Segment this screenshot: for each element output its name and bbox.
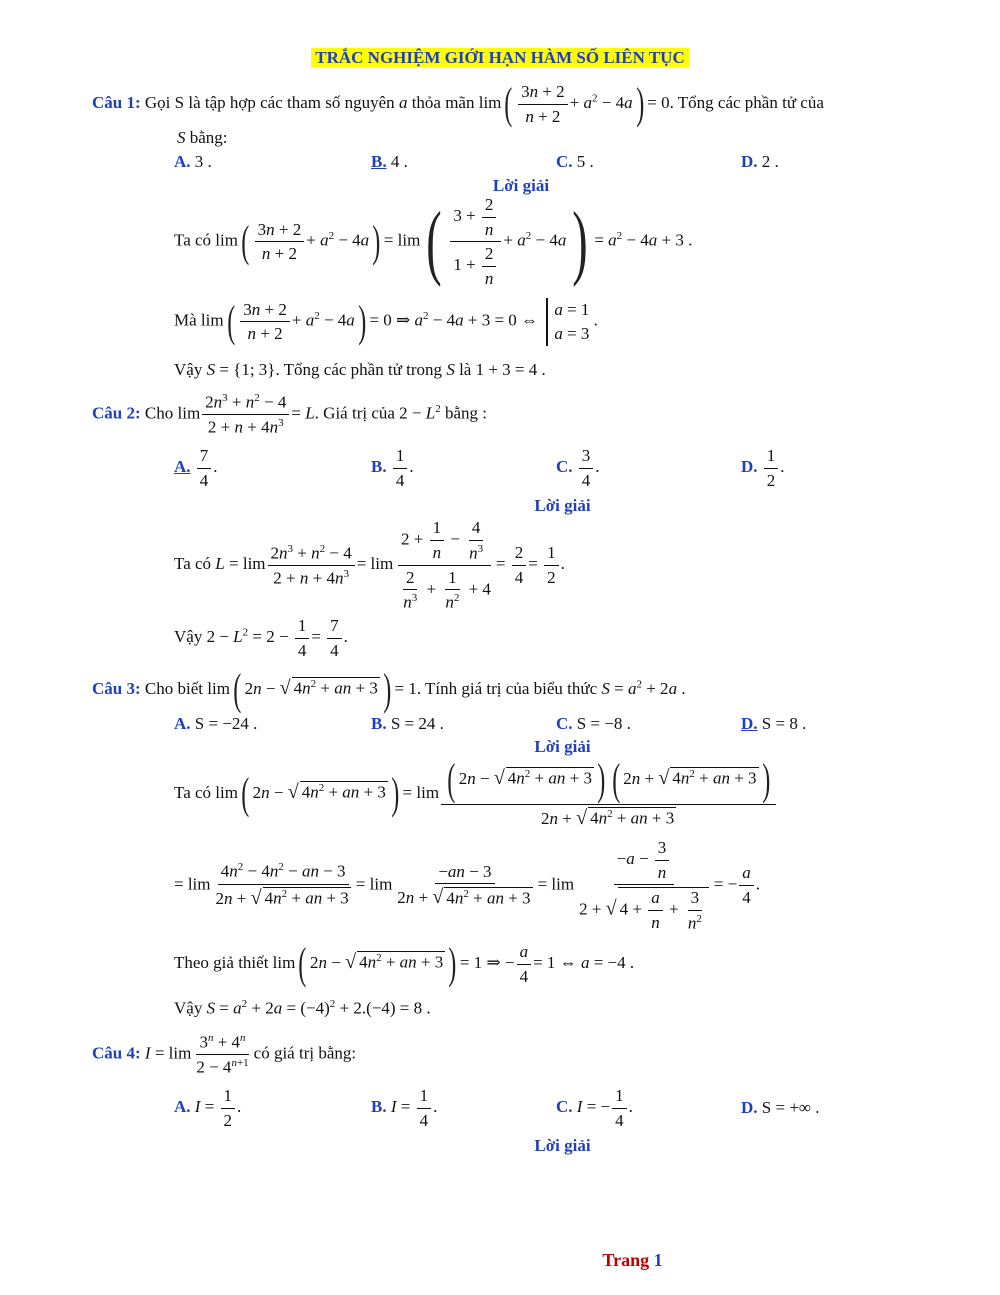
q4-option-c[interactable]: C. I = − $\frac{1}{4}$ . <box>556 1086 633 1130</box>
q3-solution-line-4: Vậy $S = a^2 + 2a = (-4)^2 + 2.(-4) = 8$ . <box>174 998 431 1018</box>
page-footer: Trang 1 <box>602 1250 663 1270</box>
q4-option-a[interactable]: A. I = $\frac{1}{2}$ . <box>174 1086 242 1130</box>
question-2: Câu 2: Cho lim $\frac{2n^3 + n^2 - 4}{2 + n + 4n^3}$ = L. Giá trị của $2 - L^2$ bằng : <box>92 392 488 437</box>
q3-solution-line-1: Ta có lim( 2n − √ $4n^2$ + an + 3 ) = lim $\frac{( 2n - √ 4n^2 + an + 3 ) ( 2n + √ 4n^2 + an + 3 )}{2n + √ 4n^2 + an + 3}$ <box>174 758 778 830</box>
q3-solution-line-3: Theo giả thiết lim( 2n − √ $4n^2$ + an + 3 ) = 1 ⇒ − $\frac{a}{4}$ = 1 ⇔ a = −4 . <box>174 939 635 989</box>
q1-solution-line-3: Vậy S = {1; 3}. Tổng các phần tử trong S là 1 + 3 = 4 . <box>174 360 546 379</box>
page-title: TRẮC NGHIỆM GIỚI HẠN HÀM SỐ LIÊN TỤC <box>0 48 1000 68</box>
q1-option-d[interactable]: D. 2 . <box>741 152 779 171</box>
q1-option-b[interactable]: B. 4 . <box>371 152 408 171</box>
q2-solution-line-2: Vậy $2 - L^2 = 2$ − $\frac{1}{4}$ = $\frac{7}{4}$ . <box>174 616 348 660</box>
q3-option-d[interactable]: D. S = 8 . <box>741 714 807 733</box>
q1-solution-line-2: Mà lim( $\frac{3n + 2}{n + 2}$ + $a^2 - 4a) = 0$ ⇒ $a^2 - 4a + 3 = 0$ ⇔ a = 1 a = 3 . <box>174 296 598 346</box>
q3-solution-line-2: = lim $\frac{4n^2 - 4n^2 - an - 3}{2n + √ 4n^2 + an + 3}$ = lim $\frac{-an - 3}{2n + √ 4n^2 + an + 3}$ = lim −a − $\frac{3}{n}$ 2 + √ 4 + $\frac{a}{n}$ + $\frac{3}{n^2}$ = − $\frac{a}{4}$ . <box>174 838 761 933</box>
question-1: Câu 1: Gọi S là tập hợp các tham số nguyên a thỏa mãn lim( $\frac{3n + 2}{n + 2}$ + $a^2 - 4a) = 0$. Tổng các phần tử của <box>92 79 824 129</box>
q4-option-d[interactable]: D. S = +∞ . <box>741 1098 820 1117</box>
q2-option-b[interactable]: B. $\frac{1}{4}$ . <box>371 446 414 490</box>
q1-option-c[interactable]: C. 5 . <box>556 152 594 171</box>
q3-option-c[interactable]: C. S = −8 . <box>556 714 631 733</box>
solution-heading-2: Lời giải <box>534 496 591 515</box>
solution-heading-4: Lời giải <box>534 1136 591 1155</box>
question-3: Câu 3: Cho biết lim( 2n − √ $4n^2$ + an + 3 ) = 1. Tính giá trị của biểu thức $S = a^2 + 2a$ . <box>92 665 686 714</box>
question-label: Câu 1: <box>92 92 141 112</box>
solution-heading-3: Lời giải <box>534 737 591 756</box>
q1-solution-line-1: Ta có lim( $\frac{3n + 2}{n + 2}$ + $a^2 - 4a) = \lim$( 3 + $\frac{2}{n}$ 1 + $\frac{2}{n}$ + $a^2 - 4a) = a^2 - 4a + 3$ . <box>174 194 693 288</box>
q2-option-a[interactable]: A. $\frac{7}{4}$ . <box>174 446 218 490</box>
solution-heading-1: Lời giải <box>492 176 550 195</box>
q1-option-a[interactable]: A. 3 . <box>174 152 212 171</box>
q2-option-c[interactable]: C. $\frac{3}{4}$ . <box>556 446 600 490</box>
q2-option-d[interactable]: D. $\frac{1}{2}$ . <box>741 446 785 490</box>
q2-solution-line-1: Ta có L = lim $\frac{2n^3 + n^2 - 4}{2 + n + 4n^3}$ = lim 2 + $\frac{1}{n}$ − $\frac{4}{n^3}$ $\frac{2}{n^3}$ + $\frac{1}{n^2}$ + 4 = $\frac{2}{4}$ = $\frac{1}{2}$ . <box>174 518 565 612</box>
question-4: Câu 4: I = lim $\frac{3^n + 4^n}{2 - 4^{n+1}}$ có giá trị bằng: <box>92 1032 357 1077</box>
q3-option-b[interactable]: B. S = 24 . <box>371 714 444 733</box>
q4-option-b[interactable]: B. I = $\frac{1}{4}$ . <box>371 1086 438 1130</box>
q3-option-a[interactable]: A. S = −24 . <box>174 714 258 733</box>
